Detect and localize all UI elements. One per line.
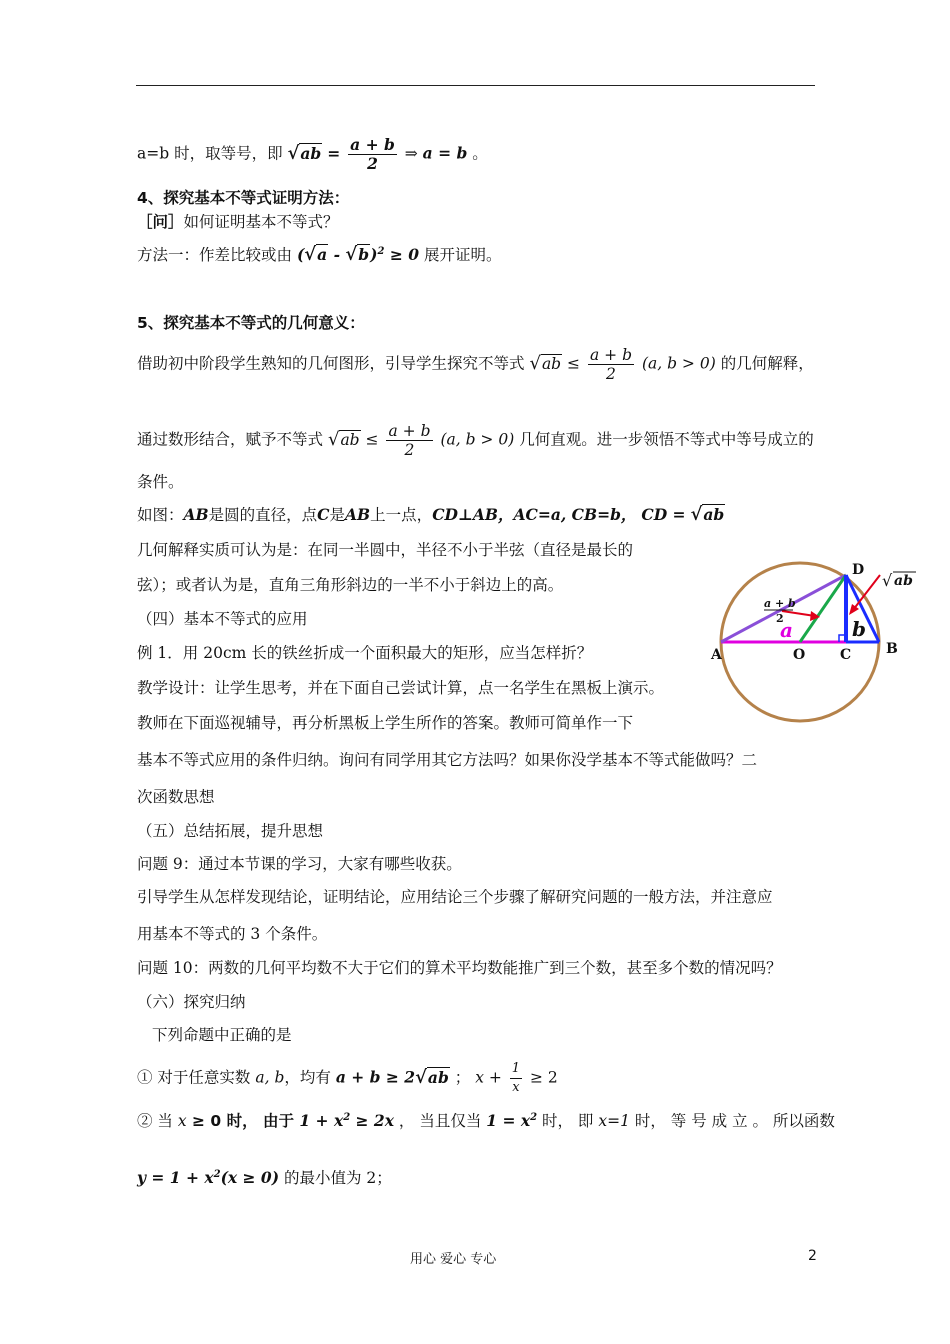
text-line: 弦）；或者认为是，直角三角形斜边的一半不小于斜边上的高。 [137, 576, 564, 594]
text: 是 [329, 506, 346, 524]
numerator: a + b [350, 135, 395, 154]
question-label: ［问］ [137, 213, 184, 231]
formula: x + [475, 1068, 502, 1087]
numerator: 1 [511, 1061, 521, 1076]
equals-sign: = [327, 144, 341, 163]
text: a=b 时，取等号，即 [137, 144, 283, 163]
text-line [137, 1060, 558, 1097]
text: 。 [472, 144, 488, 163]
text-line [137, 346, 814, 383]
formula-part: 1 + x [299, 1111, 344, 1131]
formula [299, 1111, 394, 1130]
numerator: a + b [589, 346, 632, 364]
point-o-label: O [793, 647, 806, 663]
subsection-heading: （四）基本不等式的应用 [137, 610, 308, 628]
page-number: 2 [808, 1248, 817, 1264]
header-rule [136, 85, 815, 86]
semicircle-geometry-diagram [700, 555, 930, 755]
fraction [386, 422, 432, 459]
formula: a = b [422, 143, 468, 163]
text-line [137, 242, 501, 265]
text-line [137, 212, 339, 232]
paren: ) [370, 245, 378, 265]
implies-sign: ⇒ [404, 144, 418, 163]
denominator: 2 [386, 440, 432, 459]
variable: x [177, 1112, 187, 1131]
fraction [588, 346, 634, 383]
text-line [137, 1165, 392, 1188]
label-a: a [780, 618, 793, 642]
radicand: ab [427, 1067, 449, 1087]
radicand: b [358, 245, 370, 265]
sqrt-expression: √ab [690, 504, 725, 525]
text: 借助初中阶段学生熟知的几何图形，引导学生探究不等式 [137, 354, 525, 373]
exponent: 2 [213, 1169, 221, 1180]
text: 通过数形结合，赋予不等式 [137, 430, 324, 449]
text: 时， 等 号 成 立 。 所以函数 [629, 1112, 835, 1131]
radius-od [800, 575, 846, 642]
text: ， 当且仅当 [398, 1112, 487, 1131]
formula [137, 1168, 279, 1187]
section-heading: 4、探究基本不等式证明方法： [137, 189, 350, 207]
text-line: 下列命题中正确的是 [152, 1026, 292, 1044]
text: 的几何解释， [720, 354, 814, 373]
text: ≥ 0 时， 由于 [186, 1112, 300, 1131]
label-sqrt-radical: √ [882, 571, 893, 590]
text: 展开证明。 [423, 246, 502, 265]
formula: CD = [641, 505, 686, 524]
segment-label: AB [345, 505, 371, 524]
formula: CD⊥AB，AC=a, CB=b， [432, 505, 637, 524]
text-line [137, 1108, 835, 1131]
text: ，均有 [284, 1068, 331, 1087]
variables: a, b [255, 1068, 285, 1087]
sqrt-expression: √ab [529, 352, 562, 374]
denominator: 2 [588, 364, 634, 383]
text-line: 引导学生从怎样发现结论，证明结论，应用结论三个步骤了解研究问题的一般方法，并注意应 [137, 888, 773, 906]
text-line: 教师在下面巡视辅导，再分析黑板上学生所作的答案。教师可简单作一下 [137, 714, 634, 732]
minus-sign: - [328, 245, 346, 265]
text: 时， 即 [541, 1112, 599, 1131]
point-c-label: C [840, 647, 852, 663]
paren: ( [296, 245, 305, 265]
text-line: 教学设计：让学生思考，并在下面自己尝试计算，点一名学生在黑板上演示。 [137, 679, 665, 697]
formula-part: (x ≥ 0) [220, 1168, 280, 1188]
point-d-label: D [852, 562, 865, 578]
text: 几何直观。进一步领悟不等式中等号成立的 [519, 430, 814, 449]
segment-label: AB [183, 505, 209, 524]
formula-part: ≥ 2x [350, 1111, 394, 1131]
formula: (√a - √b)$^2$ ≥ 0 [296, 244, 419, 266]
sqrt-expression: √ab [415, 1066, 449, 1088]
arrow-to-radius [782, 611, 815, 616]
condition: (a, b > 0) [440, 430, 515, 449]
text: 上一点， [370, 506, 433, 524]
text: 如图： [137, 506, 184, 524]
inequality-sign: ≤ [567, 354, 581, 373]
separator: ； [454, 1068, 471, 1087]
formula [486, 1111, 537, 1130]
text-line: 问题 9：通过本节课的学习，大家有哪些收获。 [137, 855, 462, 873]
exponent: 2 [343, 1112, 351, 1123]
label-b: b [852, 617, 866, 641]
radicand: a [317, 245, 328, 265]
text: 是圆的直径，点 [208, 506, 318, 524]
text-line: 问题 10：两数的几何平均数不大于它们的算术平均数能推广到三个数，甚至多个数的情况吗？ [137, 959, 782, 977]
subsection-heading: （五）总结拓展，提升思想 [137, 822, 324, 840]
condition: (a, b > 0) [641, 354, 716, 373]
text-line [137, 422, 814, 459]
text: ① 对于任意实数 [137, 1068, 256, 1087]
label-ab-num: a + b [764, 597, 796, 610]
text: 如何证明基本不等式？ [183, 213, 339, 231]
text: 的最小值为 2； [283, 1169, 392, 1188]
denominator: 2 [348, 154, 397, 173]
radicand: ab [703, 505, 725, 524]
label-ab-den: 2 [776, 612, 784, 625]
formula: x=1 [598, 1112, 630, 1131]
point-label: C [317, 505, 330, 524]
numerator: a + b [388, 422, 431, 440]
inequality: ≥ 2 [530, 1068, 558, 1087]
fraction [348, 136, 397, 173]
exponent: 2 [377, 246, 385, 257]
footer-motto: 用心 爱心 专心 [410, 1252, 497, 1267]
inequality-sign: ≤ [365, 430, 379, 449]
sqrt-expression: √ab [327, 428, 360, 450]
radicand: ab [541, 354, 562, 373]
text-line: 次函数思想 [137, 788, 215, 806]
section-heading: 5、探究基本不等式的几何意义： [137, 314, 365, 332]
text: 方法一：作差比较或由 [137, 246, 293, 265]
radicand: ab [340, 430, 360, 449]
denominator: x [510, 1078, 522, 1097]
text-line: 几何解释实质可认为是：在同一半圆中，半径不小于半弦（直径是最长的 [137, 541, 634, 559]
formula-part: 1 = x [486, 1111, 531, 1131]
text-line [137, 136, 488, 173]
exponent: 2 [530, 1112, 538, 1123]
fraction [510, 1060, 522, 1097]
sqrt-expression: √ab [287, 142, 322, 164]
formula: a + b ≥ 2 [335, 1067, 416, 1087]
text-line: 基本不等式应用的条件归纳。询问有同学用其它方法吗？如果你没学基本不等式能做吗？二 [137, 751, 758, 769]
text-line: 例 1．用 20cm 长的铁丝折成一个面积最大的矩形，应当怎样折？ [137, 644, 593, 662]
text-line: 条件。 [137, 473, 184, 491]
inequality: ≥ 0 [384, 245, 419, 265]
point-b-label: B [886, 641, 898, 657]
text: ② 当 [137, 1112, 178, 1131]
arrow-to-height [853, 575, 880, 610]
radicand: ab [300, 143, 322, 163]
formula-part: y = 1 + x [137, 1168, 214, 1188]
point-a-label: A [711, 647, 722, 663]
text-line [137, 505, 725, 525]
subsection-heading: （六）探究归纳 [137, 993, 246, 1011]
label-sqrt-ab: ab [894, 573, 913, 589]
text-line: 用基本不等式的 3 个条件。 [137, 925, 328, 943]
